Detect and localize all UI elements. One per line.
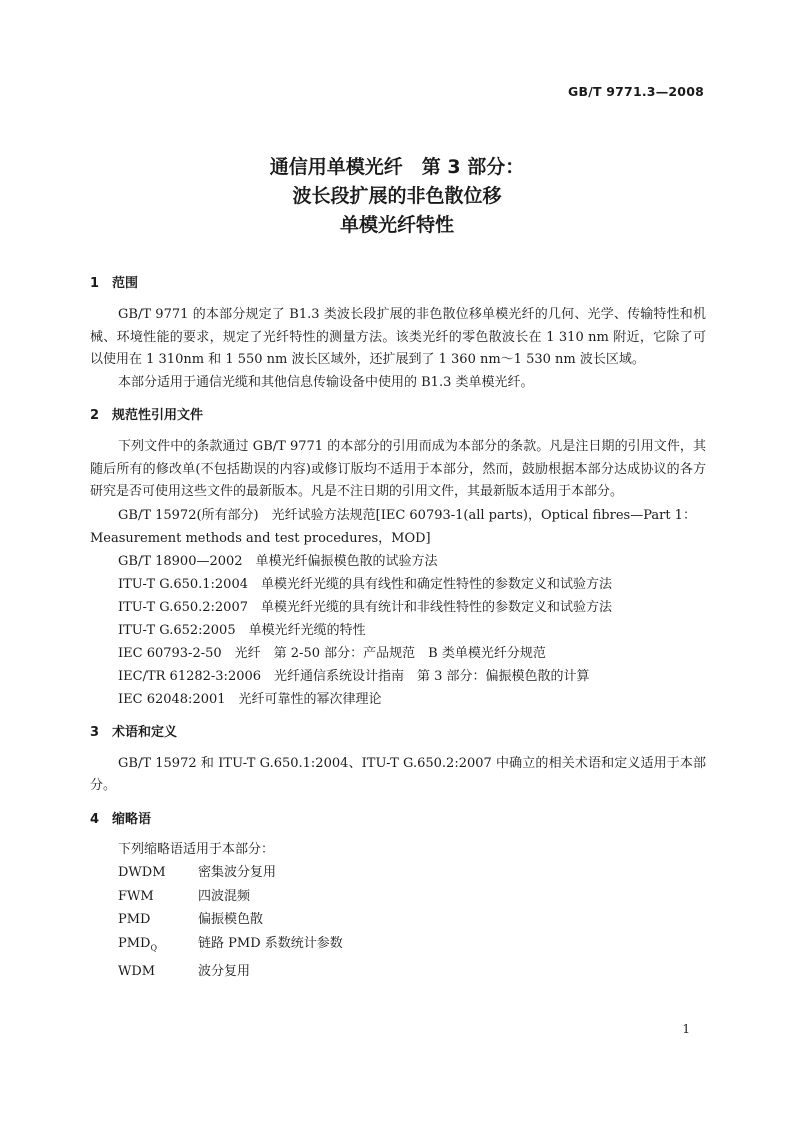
abbreviation-term (118, 932, 198, 960)
paragraph: 下列缩略语适用于本部分： (118, 841, 275, 857)
abbreviation-definition: 偏振模色散 (198, 912, 264, 927)
abbreviation-definition: 波分复用 (198, 963, 251, 979)
abbreviation-definition: 密集波分复用 (198, 865, 277, 880)
reference-item: ITU-T G.652:2005 单模光纤光缆的特性 (118, 622, 366, 638)
abbreviation-row (90, 861, 706, 885)
reference-item: IEC 60793-2-50 光纤 第 2-50 部分：产品规范 B 类单模光纤分规范 (118, 645, 546, 661)
section-number: 3 (90, 724, 100, 740)
paragraph: 本部分适用于通信光缆和其他信息传输设备中使用的 B1.3 类单模光纤。 (118, 374, 534, 390)
abbreviation-row (90, 908, 706, 932)
page-number: 1 (682, 1022, 690, 1036)
section-title: 范围 (112, 276, 139, 291)
reference-item: IEC/TR 61282-3:2006 光纤通信系统设计指南 第 3 部分：偏振模色散的计算 (118, 668, 590, 684)
paragraph: 下列文件中的条款通过 GB/T 9771 的本部分的引用而成为本部分的条款。凡是注日期的引用文件，其随后所有的修改单(不包括勘误的内容)或修订版均不适用于本部分，然而，鼓励根据本部分达成协议的各方研究是否可使用这些文件的最新版本。凡是不注日期的引用文件，其最新版本适用于本部分。 (90, 439, 706, 499)
section-number: 1 (90, 276, 100, 291)
abbreviation-term: PMD (118, 912, 151, 927)
reference-item: GB/T 18900—2002 单模光纤偏振模色散的试验方法 (118, 553, 438, 569)
title-line-3: 单模光纤特性 (339, 214, 454, 236)
section-heading-normative-references (90, 404, 706, 428)
section-title: 缩略语 (112, 811, 152, 827)
reference-item: ITU-T G.650.2:2007 单模光纤光缆的具有统计和非线性特性的参数定义和试验方法 (118, 599, 613, 615)
abbreviation-term: WDM (118, 963, 156, 979)
section-heading-scope (90, 272, 706, 296)
reference-item: ITU-T G.650.1:2004 单模光纤光缆的具有线性和确定性特性的参数定义和试验方法 (118, 576, 613, 592)
abbreviation-definition: 链路 PMD 系数统计参数 (198, 935, 343, 951)
section-title: 规范性引用文件 (112, 408, 204, 423)
abbreviation-term-base: PMD (118, 935, 151, 951)
document-body (90, 272, 706, 983)
paragraph: GB/T 9771 的本部分规定了 B1.3 类波长段扩展的非色散位移单模光纤的几何、光学、传输特性和机械、环境性能的要求，规定了光纤特性的测量方法。该类光纤的零色散波长在 1 310 nm 附近，它除了可以使用在 1 310nm 和 1 550 nm 波长区域外，还扩展到了 1 360 nm～1 530 nm 波长区域。 (90, 307, 706, 367)
section-heading-terms (90, 721, 706, 745)
section-number: 2 (90, 408, 100, 423)
paragraph: GB/T 15972 和 ITU-T G.650.1:2004、ITU-T G.650.2:2007 中确立的相关术语和定义适用于本部分。 (90, 755, 706, 793)
abbreviation-term: FWM (118, 888, 154, 904)
abbreviation-row (90, 932, 706, 960)
title-line-1: 通信用单模光纤 第 3 部分： (269, 156, 525, 178)
standard-code: GB/T 9771.3—2008 (568, 84, 704, 99)
abbreviation-term-subscript: Q (150, 943, 158, 953)
section-number: 4 (90, 811, 100, 827)
section-heading-abbreviations (90, 808, 706, 832)
title-line-2: 波长段扩展的非色散位移 (292, 185, 502, 207)
section-title: 术语和定义 (112, 724, 178, 740)
reference-item: GB/T 15972(所有部分) 光纤试验方法规范[IEC 60793-1(all parts)，Optical fibres—Part 1：Measurement methods and test procedures，MOD] (90, 507, 696, 546)
abbreviation-row (90, 885, 706, 909)
abbreviation-term: DWDM (118, 865, 166, 880)
document-title (0, 153, 794, 240)
abbreviation-row (90, 960, 706, 984)
reference-item: IEC 62048:2001 光纤可靠性的幂次律理论 (118, 691, 382, 707)
abbreviation-definition: 四波混频 (198, 888, 251, 904)
